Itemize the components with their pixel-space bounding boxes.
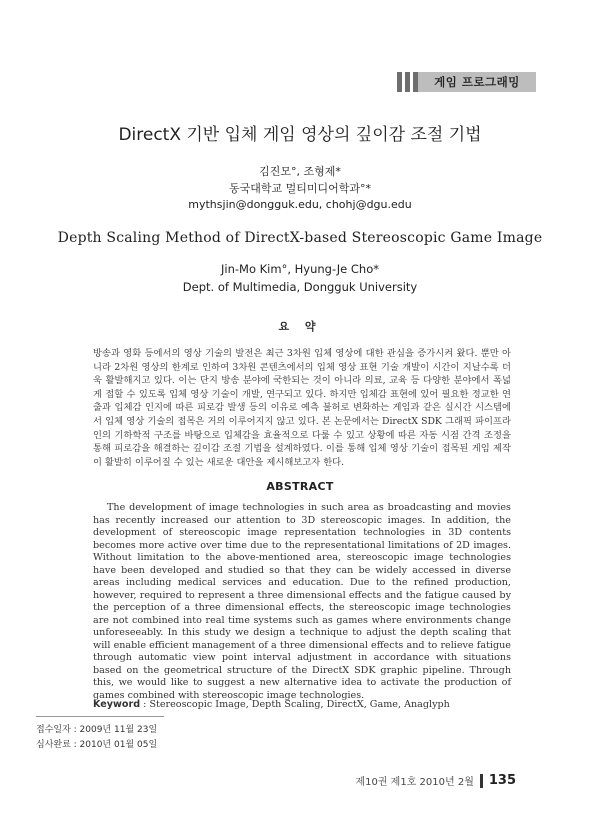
authors-korean: 김진모°, 조형제* <box>259 165 341 178</box>
keywords-value: Stereoscopic Image, Depth Scaling, DirectX, Game, Anaglyph <box>149 699 450 710</box>
received-date: 접수일자 : 2009년 11월 23일 <box>36 725 158 735</box>
affiliation-english: Dept. of Multimedia, Dongguk University <box>182 280 418 294</box>
keywords-separator: : <box>140 699 150 710</box>
journal-issue: 제10권 제1호 2010년 2월 <box>355 777 474 788</box>
author-emails: mythsjin@dongguk.edu, chohj@dgu.edu <box>188 198 412 211</box>
keywords-line <box>93 699 450 710</box>
header-bar <box>397 72 402 92</box>
korean-abstract-body: 방송과 영화 등에서의 영상 기술의 발전은 최근 3차원 입체 영상에 대한 관심을 증가시켜 왔다. 뿐만 아니라 2차원 영상의 한계로 인하여 3차원 콘텐츠에서의 입체 영상 표현 기술 개발이 시간이 지날수록 더욱 활발해지고 있다. 이는 단지 방송 분야에 국한되는 것이 아니라 의료, 교육 등 다양한 분야에서 폭넓게 접할 수 있도록 입체 영상 기술이 개발, 연구되고 있다. 하지만 입체감 표현에 있어 필요한 정교한 연출과 입체감 인지에 따른 피로감 발생 등의 이유로 예측 불허로 변화하는 게임과 같은 실시간 시스템에서 입체 영상 기술의 접목은 거의 이루어지지 않고 있다. 본 논문에서는 DirectX SDK 그래픽 파이프라인의 기하학적 구조를 바탕으로 입체감을 효율적으로 다룰 수 있고 상황에 따른 자동 시점 간격 조정을 통해 피로감을 해결하는 깊이감 조절 기법을 설계하였다. 이를 통해 입체 영상 기술이 접목된 게임 제작이 활발히 이루어질 수 있는 새로운 대안을 제시해보고자 한다. <box>93 348 511 468</box>
korean-abstract-heading: 요 약 <box>278 320 322 333</box>
footer-separator-bar <box>480 774 483 788</box>
section-label: 게임 프로그래밍 <box>418 72 536 92</box>
header-bar <box>405 72 410 92</box>
dates-divider <box>36 716 164 717</box>
english-abstract-heading: ABSTRACT <box>266 480 334 493</box>
english-abstract-body: The development of image technologies in such area as broadcasting and movies has recently increased our attention to 3D stereoscopic images. In addition, the development of stereoscopic image representation technologies in 3D contents becomes more active over time due to the representational limitations of 2D images. Without limitation to the above-mentioned area, stereoscopic image technologies have been developed and studied so that they can be widely accessed in diverse areas including medical services and education. Due to the refined production, however, required to represent a three dimensional effects and the fatigue caused by the perception of a three dimensional effects, the stereoscopic image technologies are not combined into real time systems such as games where environments change unforeseeably. In this study we design a technique to adjust the depth scaling that will enable efficient management of a three dimensional effects and to relieve fatigue through automatic view point interval adjustment in accordance with situations based on the geometrical structure of the DirectX SDK graphic pipeline. Through this, we would like to suggest a new alternative idea to activate the production of games combined with stereoscopic image technologies. <box>93 502 511 701</box>
page-number: 135 <box>488 773 516 788</box>
page-footer <box>355 773 516 788</box>
header-decoration-bars <box>397 72 418 92</box>
accepted-date: 심사완료 : 2010년 01월 05일 <box>36 740 158 750</box>
keywords-label: Keyword <box>93 699 141 710</box>
authors-english: Jin-Mo Kim°, Hyung-Je Cho* <box>221 262 379 276</box>
paper-title-korean: DirectX 기반 입체 게임 영상의 깊이감 조절 기법 <box>118 125 482 145</box>
affiliation-korean: 동국대학교 멀티미디어학과°* <box>228 182 371 195</box>
paper-title-english: Depth Scaling Method of DirectX-based Stereoscopic Game Image <box>57 230 543 246</box>
